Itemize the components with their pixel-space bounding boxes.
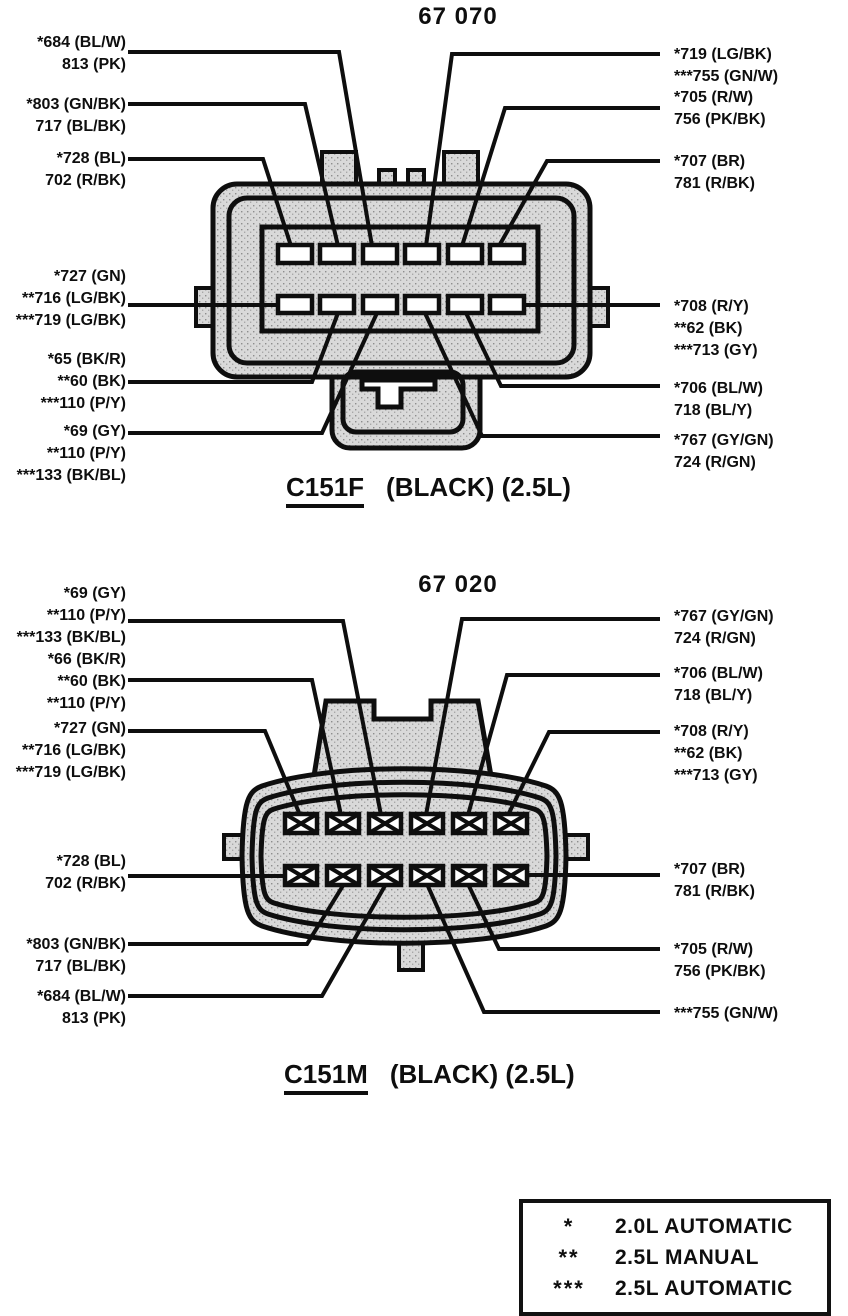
- wire-label: 702 (R/BK): [45, 875, 126, 892]
- wire-label: 756 (PK/BK): [674, 963, 766, 980]
- wire-label: *767 (GY/GN): [674, 608, 774, 625]
- wire-label: 756 (PK/BK): [674, 111, 766, 128]
- pin-slot: [363, 296, 397, 313]
- connector-c151m-body: [224, 701, 588, 970]
- wire-label-group: [674, 87, 848, 131]
- wire-label-group: [0, 649, 126, 715]
- pin-slot: [320, 296, 354, 313]
- wire-label: *727 (GN): [53, 268, 126, 285]
- engine-legend-box: [519, 1199, 831, 1316]
- wire-label: ***719 (LG/BK): [15, 312, 126, 329]
- wire-label: ***713 (GY): [674, 342, 758, 359]
- pin-contact: [285, 866, 317, 885]
- wire-label: **716 (LG/BK): [21, 290, 126, 307]
- wire-label: *69 (GY): [63, 423, 126, 440]
- wire-label: *65 (BK/R): [47, 351, 126, 368]
- wire-label: *728 (BL): [56, 853, 126, 870]
- wire-label: *705 (R/W): [674, 941, 754, 958]
- legend-row: [523, 1211, 827, 1242]
- wire-label: **60 (BK): [57, 673, 126, 690]
- wire-label-group: [674, 378, 848, 422]
- part-number-header: 67 070: [418, 3, 498, 30]
- wire-label-group: [674, 296, 848, 362]
- legend-label: 2.5L AUTOMATIC: [615, 1276, 793, 1300]
- wire-label: *767 (GY/GN): [674, 432, 774, 449]
- wire-label: **110 (P/Y): [46, 607, 126, 624]
- wire-label: *69 (GY): [63, 585, 126, 602]
- wire-label: 718 (BL/Y): [674, 402, 753, 419]
- c151m-top-key-tab: [314, 701, 491, 776]
- wire-label: ***133 (BK/BL): [16, 467, 126, 484]
- pin-slot: [278, 296, 312, 313]
- wire-label: *803 (GN/BK): [26, 96, 126, 113]
- pin-contact: [495, 866, 527, 885]
- connector-title: [284, 1059, 575, 1090]
- legend-label: 2.5L MANUAL: [615, 1245, 759, 1269]
- wire-label: *707 (BR): [674, 153, 746, 170]
- pin-slot: [278, 245, 312, 263]
- wire-label: **716 (LG/BK): [21, 742, 126, 759]
- pin-slot: [490, 245, 524, 263]
- legend-symbol: ***: [553, 1275, 585, 1301]
- wire-label-group: [0, 934, 126, 978]
- legend-row: [523, 1273, 827, 1304]
- connector-descriptor: (BLACK) (2.5L): [386, 472, 571, 502]
- wire-label: *719 (LG/BK): [674, 46, 772, 63]
- pin-slot: [363, 245, 397, 263]
- wire-label: **62 (BK): [674, 320, 743, 337]
- wire-label-group: [0, 421, 126, 487]
- wire-label-group: [0, 583, 126, 649]
- connector-code: C151M: [284, 1059, 368, 1095]
- wire-label: 724 (R/GN): [674, 630, 756, 647]
- wire-label-group: [674, 44, 848, 88]
- pin-slot: [448, 245, 482, 263]
- wire-label: *728 (BL): [56, 150, 126, 167]
- wire-label: ***110 (P/Y): [40, 395, 126, 412]
- pin-slot: [405, 296, 439, 313]
- pin-contact: [495, 814, 527, 833]
- connector-descriptor: (BLACK) (2.5L): [389, 1059, 575, 1089]
- wire-label: 702 (R/BK): [45, 172, 126, 189]
- wire-label-group: [674, 939, 848, 983]
- wire-label: *707 (BR): [674, 861, 746, 878]
- wire-label: 717 (BL/BK): [35, 958, 126, 975]
- legend-symbol: **: [558, 1244, 580, 1270]
- wire-label: *684 (BL/W): [37, 34, 126, 51]
- wire-label: 781 (R/BK): [674, 175, 755, 192]
- wire-label-group: [0, 94, 126, 138]
- pin-slot: [320, 245, 354, 263]
- part-number-header: 67 020: [418, 571, 498, 598]
- connector-code: C151F: [286, 472, 364, 508]
- wire-label: ***755 (GN/W): [674, 68, 779, 85]
- wire-label: *66 (BK/R): [47, 651, 126, 668]
- wire-label: *708 (R/Y): [674, 298, 749, 315]
- wire-label-group: [0, 851, 126, 895]
- wire-label-group: [0, 986, 126, 1030]
- wire-label-group: [0, 32, 126, 76]
- wire-label-group: [0, 718, 126, 784]
- wire-label: 724 (R/GN): [674, 454, 756, 471]
- pin-contact: [453, 814, 485, 833]
- pin-slot: [405, 245, 439, 263]
- wire-label: *706 (BL/W): [674, 380, 763, 397]
- wire-label-group: [674, 663, 848, 707]
- wire-label: ***713 (GY): [674, 767, 758, 784]
- wire-label-group: [674, 1003, 848, 1025]
- pin-contact: [369, 814, 401, 833]
- pin-slot: [448, 296, 482, 313]
- pin-contact: [285, 814, 317, 833]
- pin-contact: [327, 866, 359, 885]
- wire-label-group: [674, 721, 848, 787]
- wire-label-group: [674, 606, 848, 650]
- wire-label-group: [0, 148, 126, 192]
- wire-label: *684 (BL/W): [37, 988, 126, 1005]
- wire-label-group: [674, 151, 848, 195]
- wire-label: *803 (GN/BK): [26, 936, 126, 953]
- wire-label: ***133 (BK/BL): [16, 629, 126, 646]
- legend-label: 2.0L AUTOMATIC: [615, 1214, 793, 1238]
- pin-slot: [490, 296, 524, 313]
- wire-label: *708 (R/Y): [674, 723, 749, 740]
- wire-label: **110 (P/Y): [46, 445, 126, 462]
- pin-contact: [453, 866, 485, 885]
- wire-label: 718 (BL/Y): [674, 687, 753, 704]
- wire-label-group: [674, 859, 848, 903]
- wire-label: ***719 (LG/BK): [15, 764, 126, 781]
- pin-contact: [411, 814, 443, 833]
- wire-label: ***755 (GN/W): [674, 1005, 779, 1022]
- connector-title: [286, 472, 571, 503]
- legend-symbol: *: [563, 1213, 575, 1239]
- wire-label: **62 (BK): [674, 745, 743, 762]
- c151f-pin-field: [262, 227, 538, 331]
- legend-row: [523, 1242, 827, 1273]
- pin-contact: [327, 814, 359, 833]
- wire-label-group: [0, 266, 126, 332]
- wire-label: 717 (BL/BK): [35, 118, 126, 135]
- wire-label-group: [0, 349, 126, 415]
- wire-label: **110 (P/Y): [46, 695, 126, 712]
- wire-label: 813 (PK): [61, 1010, 126, 1027]
- wire-label: 813 (PK): [61, 56, 126, 73]
- pin-contact: [369, 866, 401, 885]
- wire-label-group: [674, 430, 848, 474]
- wire-label: *727 (GN): [53, 720, 126, 737]
- pin-contact: [411, 866, 443, 885]
- wire-label: *706 (BL/W): [674, 665, 763, 682]
- wire-label: 781 (R/BK): [674, 883, 755, 900]
- wire-label: **60 (BK): [57, 373, 126, 390]
- wire-label: *705 (R/W): [674, 89, 754, 106]
